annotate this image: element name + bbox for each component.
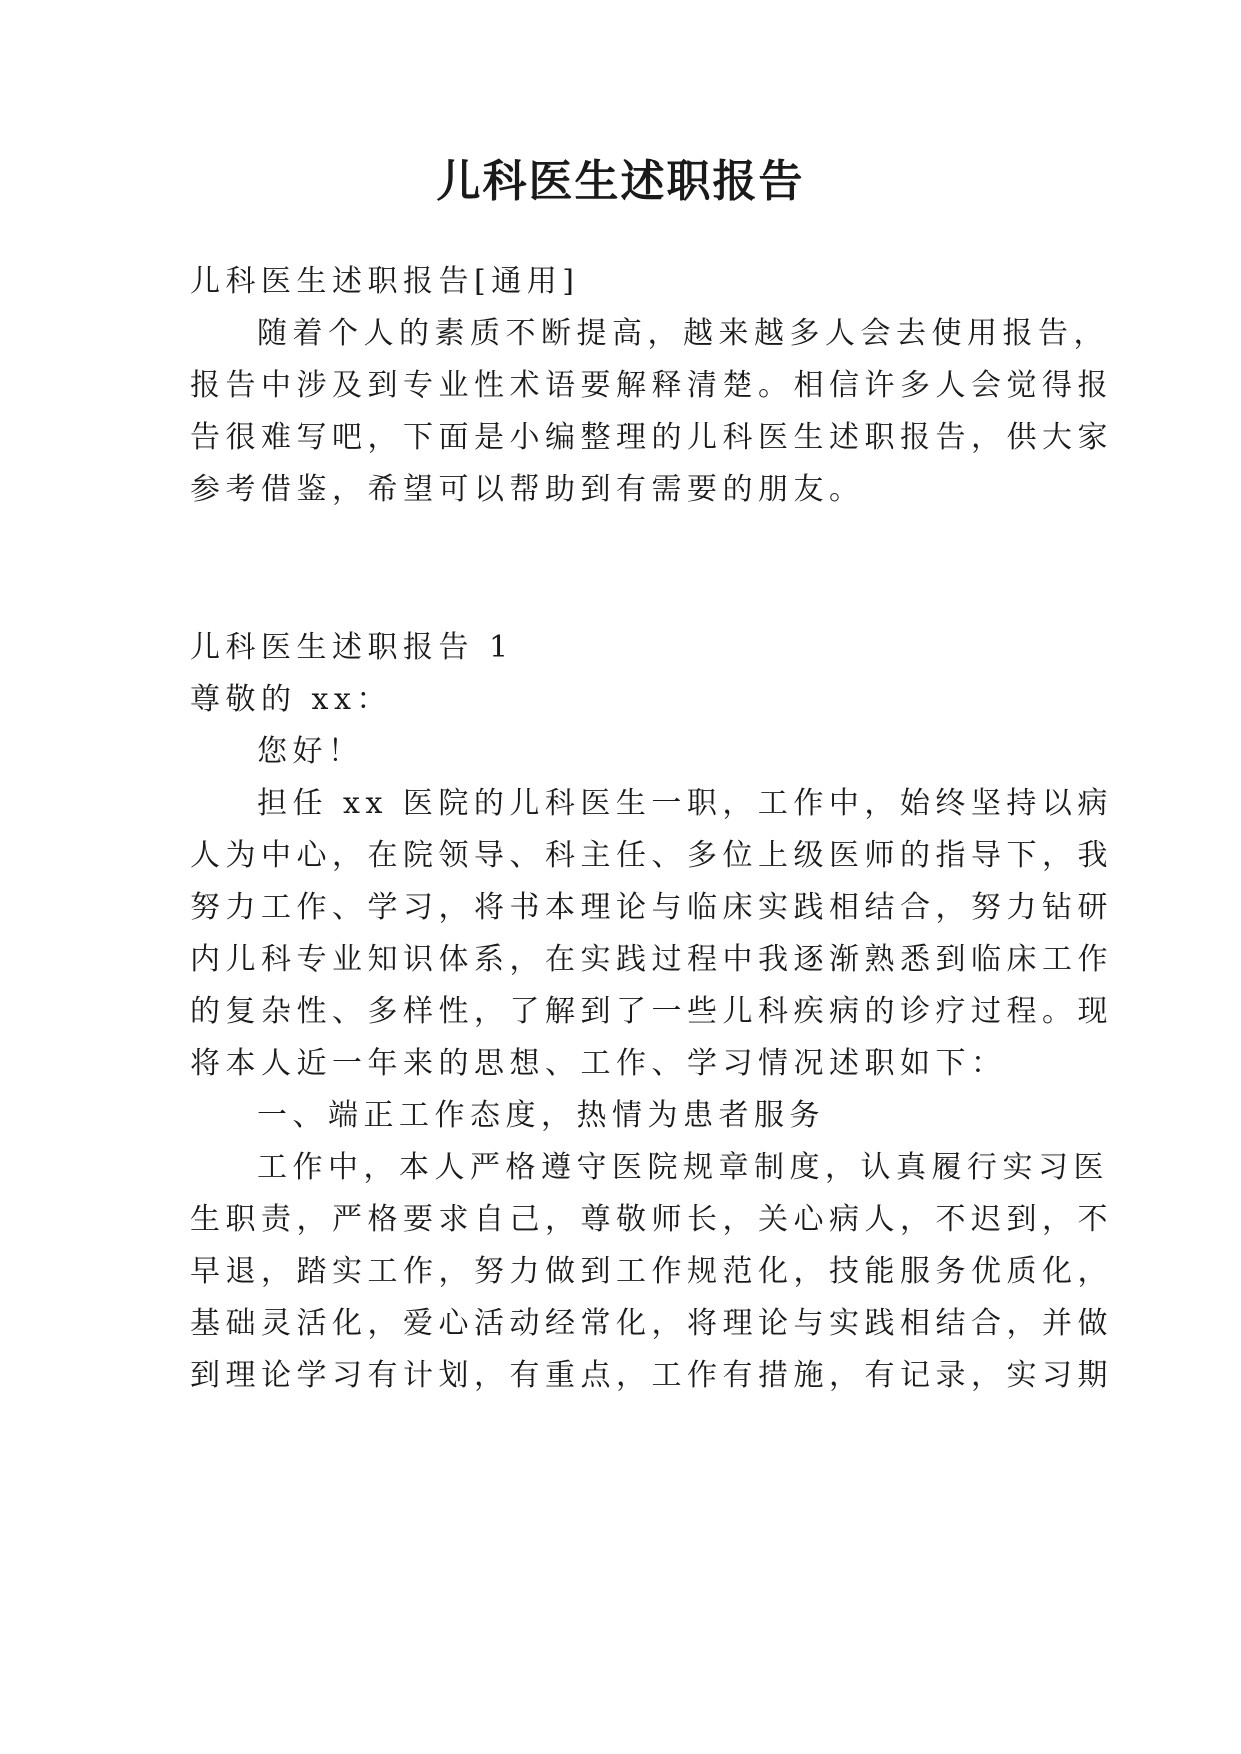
body-line: 到理论学习有计划，有重点，工作有措施，有记录，实习期 — [190, 1358, 1113, 1393]
section-heading: 儿科医生述职报告 1 — [190, 630, 514, 665]
body-line: 生职责，严格要求自己，尊敬师长，关心病人，不迟到，不 — [190, 1202, 1113, 1237]
body-line: 的复杂性、多样性，了解到了一些儿科疾病的诊疗过程。现 — [190, 994, 1113, 1029]
body-line: 内儿科专业知识体系，在实践过程中我逐渐熟悉到临床工作 — [190, 942, 1113, 977]
greeting: 您好！ — [257, 734, 364, 769]
intro-line: 随着个人的素质不断提高，越来越多人会去使用报告， — [257, 316, 1109, 351]
intro-line: 参考借鉴，希望可以帮助到有需要的朋友。 — [190, 472, 865, 507]
body-line: 人为中心，在院领导、科主任、多位上级医师的指导下，我 — [190, 838, 1113, 873]
document-subtitle: 儿科医生述职报告[通用] — [190, 264, 580, 299]
document-title: 儿科医生述职报告 — [436, 156, 805, 207]
intro-line: 报告中涉及到专业性术语要解释清楚。相信许多人会觉得报 — [190, 368, 1113, 403]
body-line: 工作中，本人严格遵守医院规章制度，认真履行实习医 — [257, 1150, 1109, 1185]
body-line: 早退，踏实工作，努力做到工作规范化，技能服务优质化， — [190, 1254, 1113, 1289]
salutation: 尊敬的 xx： — [190, 682, 392, 717]
body-line: 基础灵活化，爱心活动经常化，将理论与实践相结合，并做 — [190, 1306, 1113, 1341]
body-line: 努力工作、学习，将书本理论与临床实践相结合，努力钻研 — [190, 890, 1113, 925]
body-line: 将本人近一年来的思想、工作、学习情况述职如下： — [190, 1046, 1007, 1081]
point-heading: 一、端正工作态度，热情为患者服务 — [257, 1098, 825, 1133]
body-line: 担任 xx 医院的儿科医生一职，工作中，始终坚持以病 — [257, 786, 1113, 821]
intro-line: 告很难写吧，下面是小编整理的儿科医生述职报告，供大家 — [190, 420, 1113, 455]
